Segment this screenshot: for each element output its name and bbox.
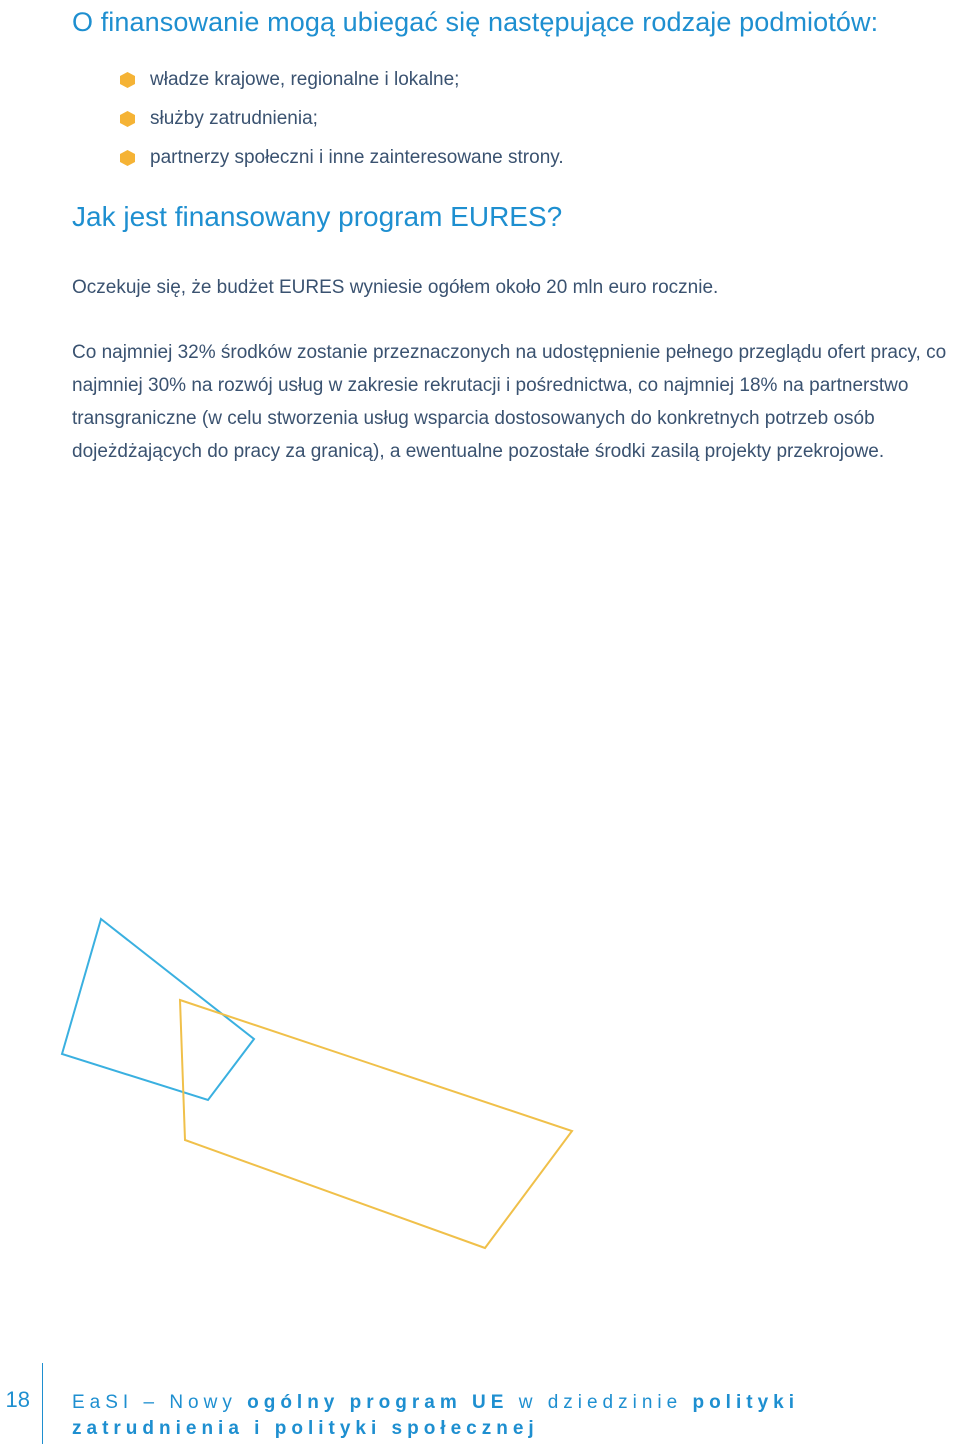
list-item xyxy=(120,99,564,138)
section-heading: O finansowanie mogą ubiegać się następujące rodzaje podmiotów: xyxy=(72,7,879,37)
footer-title-part3: w dziedzinie xyxy=(518,1392,683,1413)
hexagon-bullet-icon xyxy=(120,150,135,166)
list-item xyxy=(120,138,564,177)
list-item-text: partnerzy społeczni i inne zainteresowane strony. xyxy=(150,147,564,168)
footer-title xyxy=(72,1390,942,1442)
subsection-heading: Jak jest finansowany program EURES? xyxy=(72,201,563,232)
footer-divider xyxy=(42,1363,43,1444)
footer-title-part4: polityki zatrudnienia i polityki społecznej xyxy=(72,1392,799,1439)
page-number: 18 xyxy=(5,1387,30,1412)
hexagon-bullet-icon xyxy=(120,72,135,88)
allocation-paragraph: Co najmniej 32% środków zostanie przeznaczonych na udostępnienie pełnego przeglądu ofert pracy, co najmniej 30% na rozwój usług w zakresie rekrutacji i pośrednictwa, co najmniej 18% na partnerstwo transgraniczne (w celu stworzenia usług wsparcia dostosowanych do konkretnych potrzeb osób dojeżdżających do pracy za granicą), a ewentualne pozostałe środki zasilą projekty przekrojowe. xyxy=(72,342,947,462)
footer-title-part1: EaSI – Nowy xyxy=(72,1392,237,1413)
footer-title-part2: ogólny program UE xyxy=(247,1392,509,1413)
budget-paragraph: Oczekuje się, że budżet EURES wyniesie ogółem około 20 mln euro rocznie. xyxy=(72,277,719,298)
blue-outline-quad xyxy=(62,919,254,1100)
list-item-text: służby zatrudnienia; xyxy=(150,108,318,129)
list-item xyxy=(120,60,564,99)
list-item-text: władze krajowe, regionalne i lokalne; xyxy=(150,69,460,90)
yellow-outline-quad xyxy=(180,1000,572,1248)
decorative-shapes xyxy=(0,900,960,1260)
bullet-list xyxy=(120,60,564,177)
hexagon-bullet-icon xyxy=(120,111,135,127)
